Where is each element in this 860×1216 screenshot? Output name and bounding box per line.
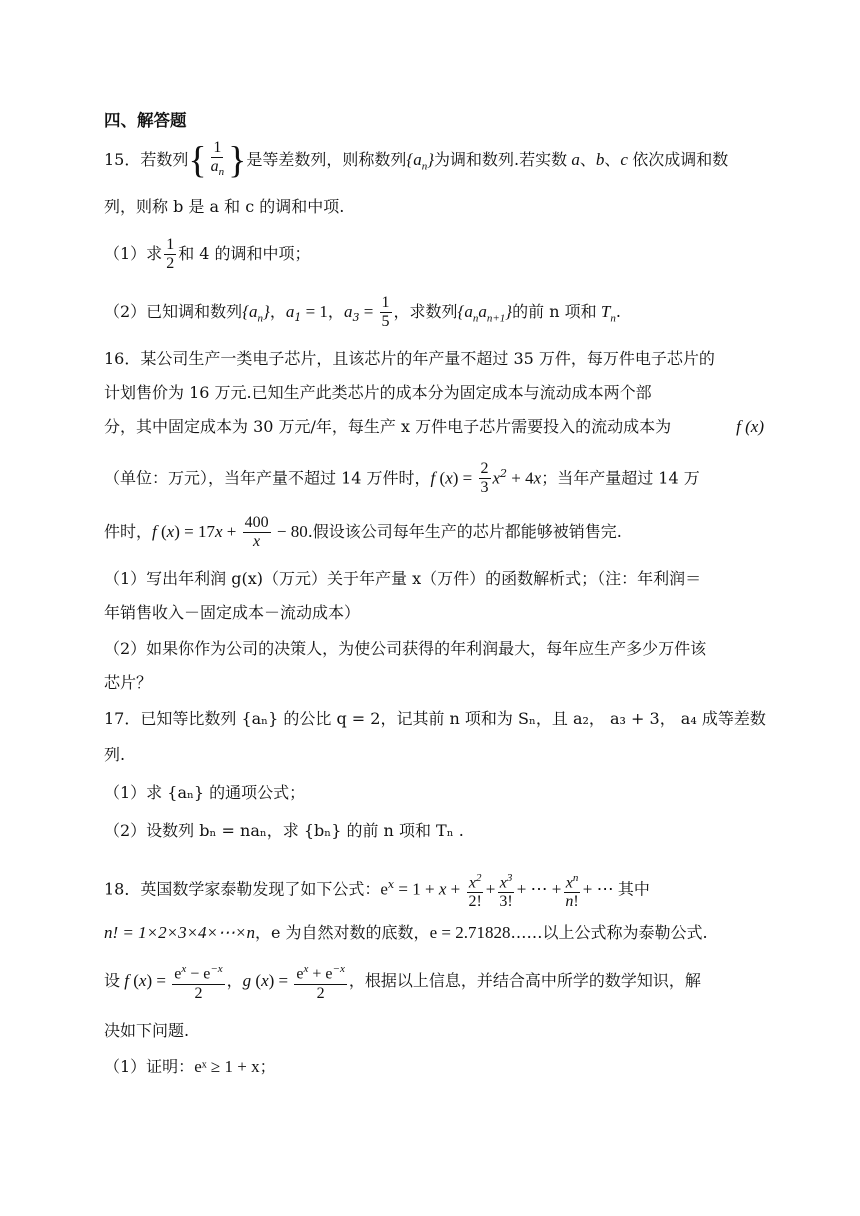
right-brace: } bbox=[228, 139, 247, 182]
fraction-one-fifth: $\frac{1}{5}$ bbox=[381, 294, 390, 330]
q16-part-2-cont: 芯片？ bbox=[104, 673, 153, 692]
fraction-1-over-an: $\frac{1}{a_n}$ bbox=[210, 139, 225, 179]
q17-line-2: 列. bbox=[104, 745, 126, 764]
q16-line-5: 件时，f (x) = 17x + $\frac{400}{x}$ − 80.假设该公司每年生产的芯片都能够被销售完. bbox=[104, 514, 622, 550]
section-heading: 四、解答题 bbox=[104, 111, 187, 130]
q18-line-2: n! = 1×2×3×4×⋯×n，e 为自然对数的底数，e = 2.71828……以上公式称为泰勒公式. bbox=[104, 923, 708, 942]
q15-part-1: （1）求 $\frac{1}{2}$ 和 4 的调和中项； bbox=[104, 236, 311, 272]
q18-line-3: 设 f (x) = $\frac{e^x - e^{-x}}{2}$ ，g (x) = $\frac{e^x + e^{-x}}{2}$ ，根据以上信息，并结合高中所学的数学知识，解 bbox=[104, 956, 764, 1006]
left-brace: { bbox=[188, 139, 207, 182]
q17-line-1: 17．已知等比数列 {aₙ} 的公比 q = 2，记其前 n 项和为 Sₙ，且 a₂， a₃ + 3， a₄ 成等差数 bbox=[104, 709, 766, 728]
q16-part-1-cont: 年销售收入－固定成本－流动成本） bbox=[104, 603, 361, 622]
q17-part-2: （2）设数列 bₙ = naₙ，求 {bₙ} 的前 n 项和 Tₙ . bbox=[104, 821, 464, 840]
q18-line-1: 18．英国数学家泰勒发现了如下公式：$e^x = 1 + x$ + $\frac{x^2}{2!}$ + $\frac{x^3}{3!}$ + ⋯ + $\frac{x^n}{n!}$ + ⋯ 其中 bbox=[104, 860, 764, 910]
q18-line-4: 决如下问题. bbox=[104, 1021, 190, 1040]
q16-part-1: （1）写出年利润 g(x)（万元）关于年产量 x（万件）的函数解析式；（注：年利润＝ bbox=[104, 569, 702, 588]
q16-line-3: 分，其中固定成本为 30 万元/年，每生产 x 万件电子芯片需要投入的流动成本为 f (x) bbox=[104, 417, 764, 436]
seq-an: $\{a_n\}$ bbox=[406, 150, 435, 173]
q16-part-2: （2）如果你作为公司的决策人，为使公司获得的年利润最大，每年应生产多少万件该 bbox=[104, 639, 707, 658]
q17-part-1: （1）求 {aₙ} 的通项公式； bbox=[104, 783, 306, 802]
q15-part-2: （2）已知调和数列$\{a_n\}$，$a_1 = 1$，$a_3$ = $\frac{1}{5}$ ，求数列$\{a_na_{n+1}\}$的前 n 项和 $T_n$. bbox=[104, 294, 621, 330]
q18-part-1: （1）证明：eˣ ≥ 1 + x； bbox=[104, 1057, 276, 1076]
q16-line-4: （单位：万元），当年产量不超过 14 万件时，f (x) = $\frac{2}{3}$ $x^2 + 4x$；当年产量超过 14 万 bbox=[104, 460, 700, 497]
q15-line-1: 15．若数列{ $\frac{1}{a_n}$ }是等差数列，则称数列$\{a_n\}$为调和数列.若实数 a、b、c 依次成调和数 bbox=[104, 139, 729, 182]
q15-line-2: 列，则称 b 是 a 和 c 的调和中项. bbox=[104, 197, 345, 216]
q16-line-2: 计划售价为 16 万元.已知生产此类芯片的成本分为固定成本与流动成本两个部 bbox=[104, 383, 652, 402]
fraction-half: $\frac{1}{2}$ bbox=[166, 236, 175, 272]
q16-line-1: 16．某公司生产一类电子芯片，且该芯片的年产量不超过 35 万件，每万件电子芯片的 bbox=[104, 349, 715, 368]
